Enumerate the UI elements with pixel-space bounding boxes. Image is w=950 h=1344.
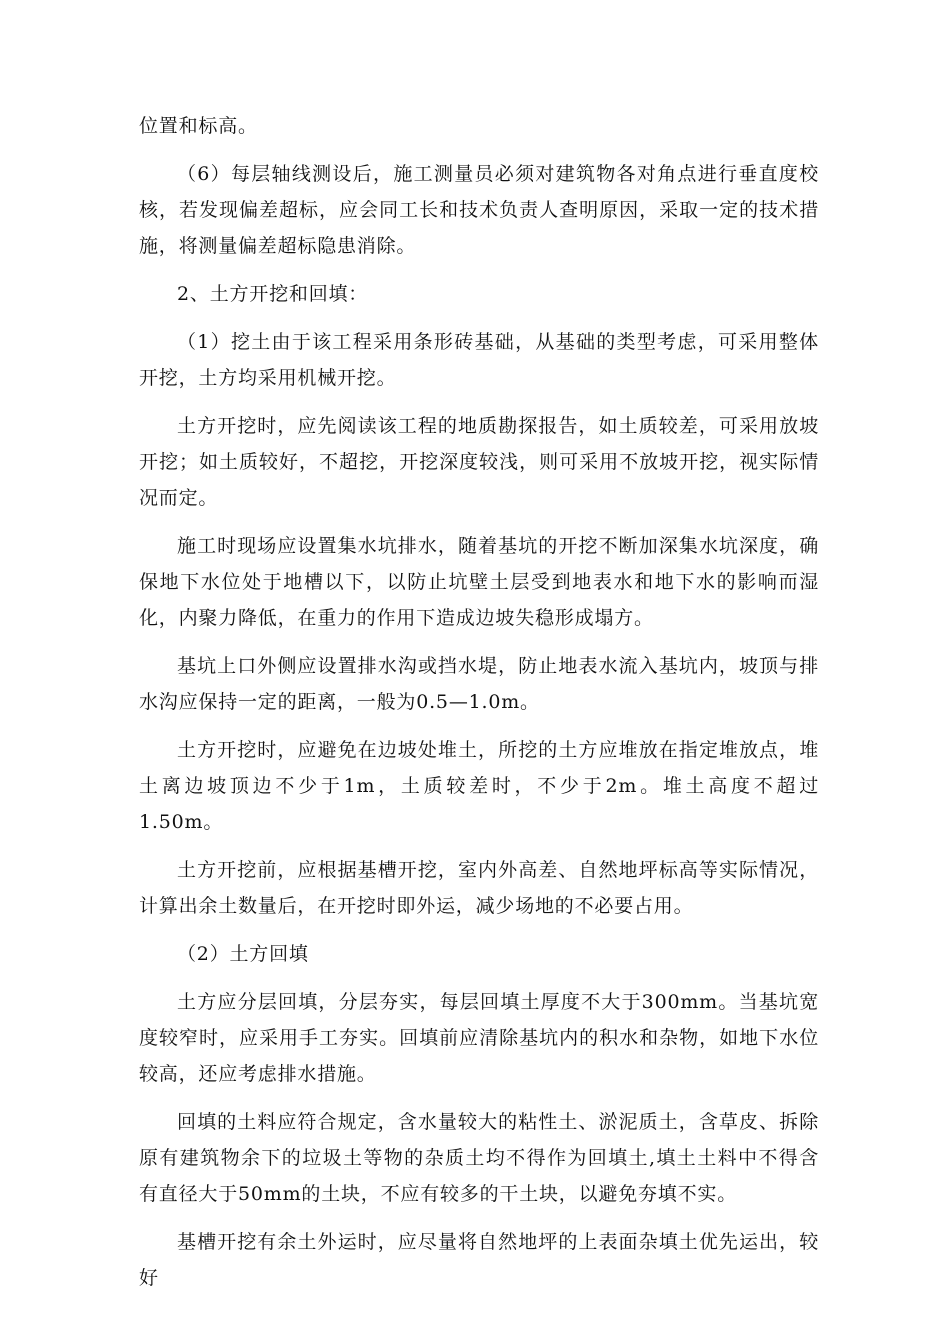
- section-heading-earthwork: 2、土方开挖和回填：: [177, 283, 369, 305]
- paragraph-surplus-soil: 土方开挖前，应根据基槽开挖，室内外高差、自然地坪标高等实际情况，计算出余土数量后，在开挖时即外运，减少场地的不必要占用。: [139, 859, 819, 917]
- body-text: [139, 108, 819, 1308]
- paragraph-backfill-material: 回填的土料应符合规定，含水量较大的粘性土、淤泥质土，含草皮、拆除原有建筑物余下的垃圾土等物的杂质土均不得作为回填土,填土土料中不得含有直径大于50mm的土块，不应有较多的干土块，以避免夯填不实。: [139, 1111, 819, 1205]
- paragraph-drainage-ditch: 基坑上口外侧应设置排水沟或挡水堤，防止地表水流入基坑内，坡顶与排水沟应保持一定的距离，一般为0.5—1.0m。: [139, 655, 819, 713]
- paragraph-excavation-report: 土方开挖时，应先阅读该工程的地质勘探报告，如土质较差，可采用放坡开挖；如土质较好，不超挖，开挖深度较浅，则可采用不放坡开挖，视实际情况而定。: [139, 415, 819, 509]
- paragraph-layered-backfill: 土方应分层回填，分层夯实，每层回填土厚度不大于300mm。当基坑宽度较窄时，应采用手工夯实。回填前应清除基坑内的积水和杂物，如地下水位较高，还应考虑排水措施。: [139, 991, 819, 1085]
- paragraph-item-6: （6）每层轴线测设后，施工测量员必须对建筑物各对角点进行垂直度校核，若发现偏差超标，应会同工长和技术负责人查明原因，采取一定的技术措施，将测量偏差超标隐患消除。: [139, 163, 819, 257]
- section-heading-backfill: （2）土方回填: [177, 943, 309, 965]
- paragraph-soil-stacking: 土方开挖时，应避免在边坡处堆土，所挖的土方应堆放在指定堆放点，堆土离边坡顶边不少于1m，土质较差时，不少于2m。堆土高度不超过1.50m。: [139, 739, 819, 833]
- paragraph-item-1-excavation: （1）挖土由于该工程采用条形砖基础，从基础的类型考虑，可采用整体开挖，土方均采用机械开挖。: [139, 331, 819, 389]
- paragraph-soil-transport: 基槽开挖有余土外运时，应尽量将自然地坪的上表面杂填土优先运出，较好: [139, 1231, 819, 1289]
- paragraph-drainage-pit: 施工时现场应设置集水坑排水，随着基坑的开挖不断加深集水坑深度，确保地下水位处于地槽以下，以防止坑壁土层受到地表水和地下水的影响而湿化，内聚力降低，在重力的作用下造成边坡失稳形成塌方。: [139, 535, 819, 629]
- paragraph-continuation: 位置和标高。: [139, 115, 258, 137]
